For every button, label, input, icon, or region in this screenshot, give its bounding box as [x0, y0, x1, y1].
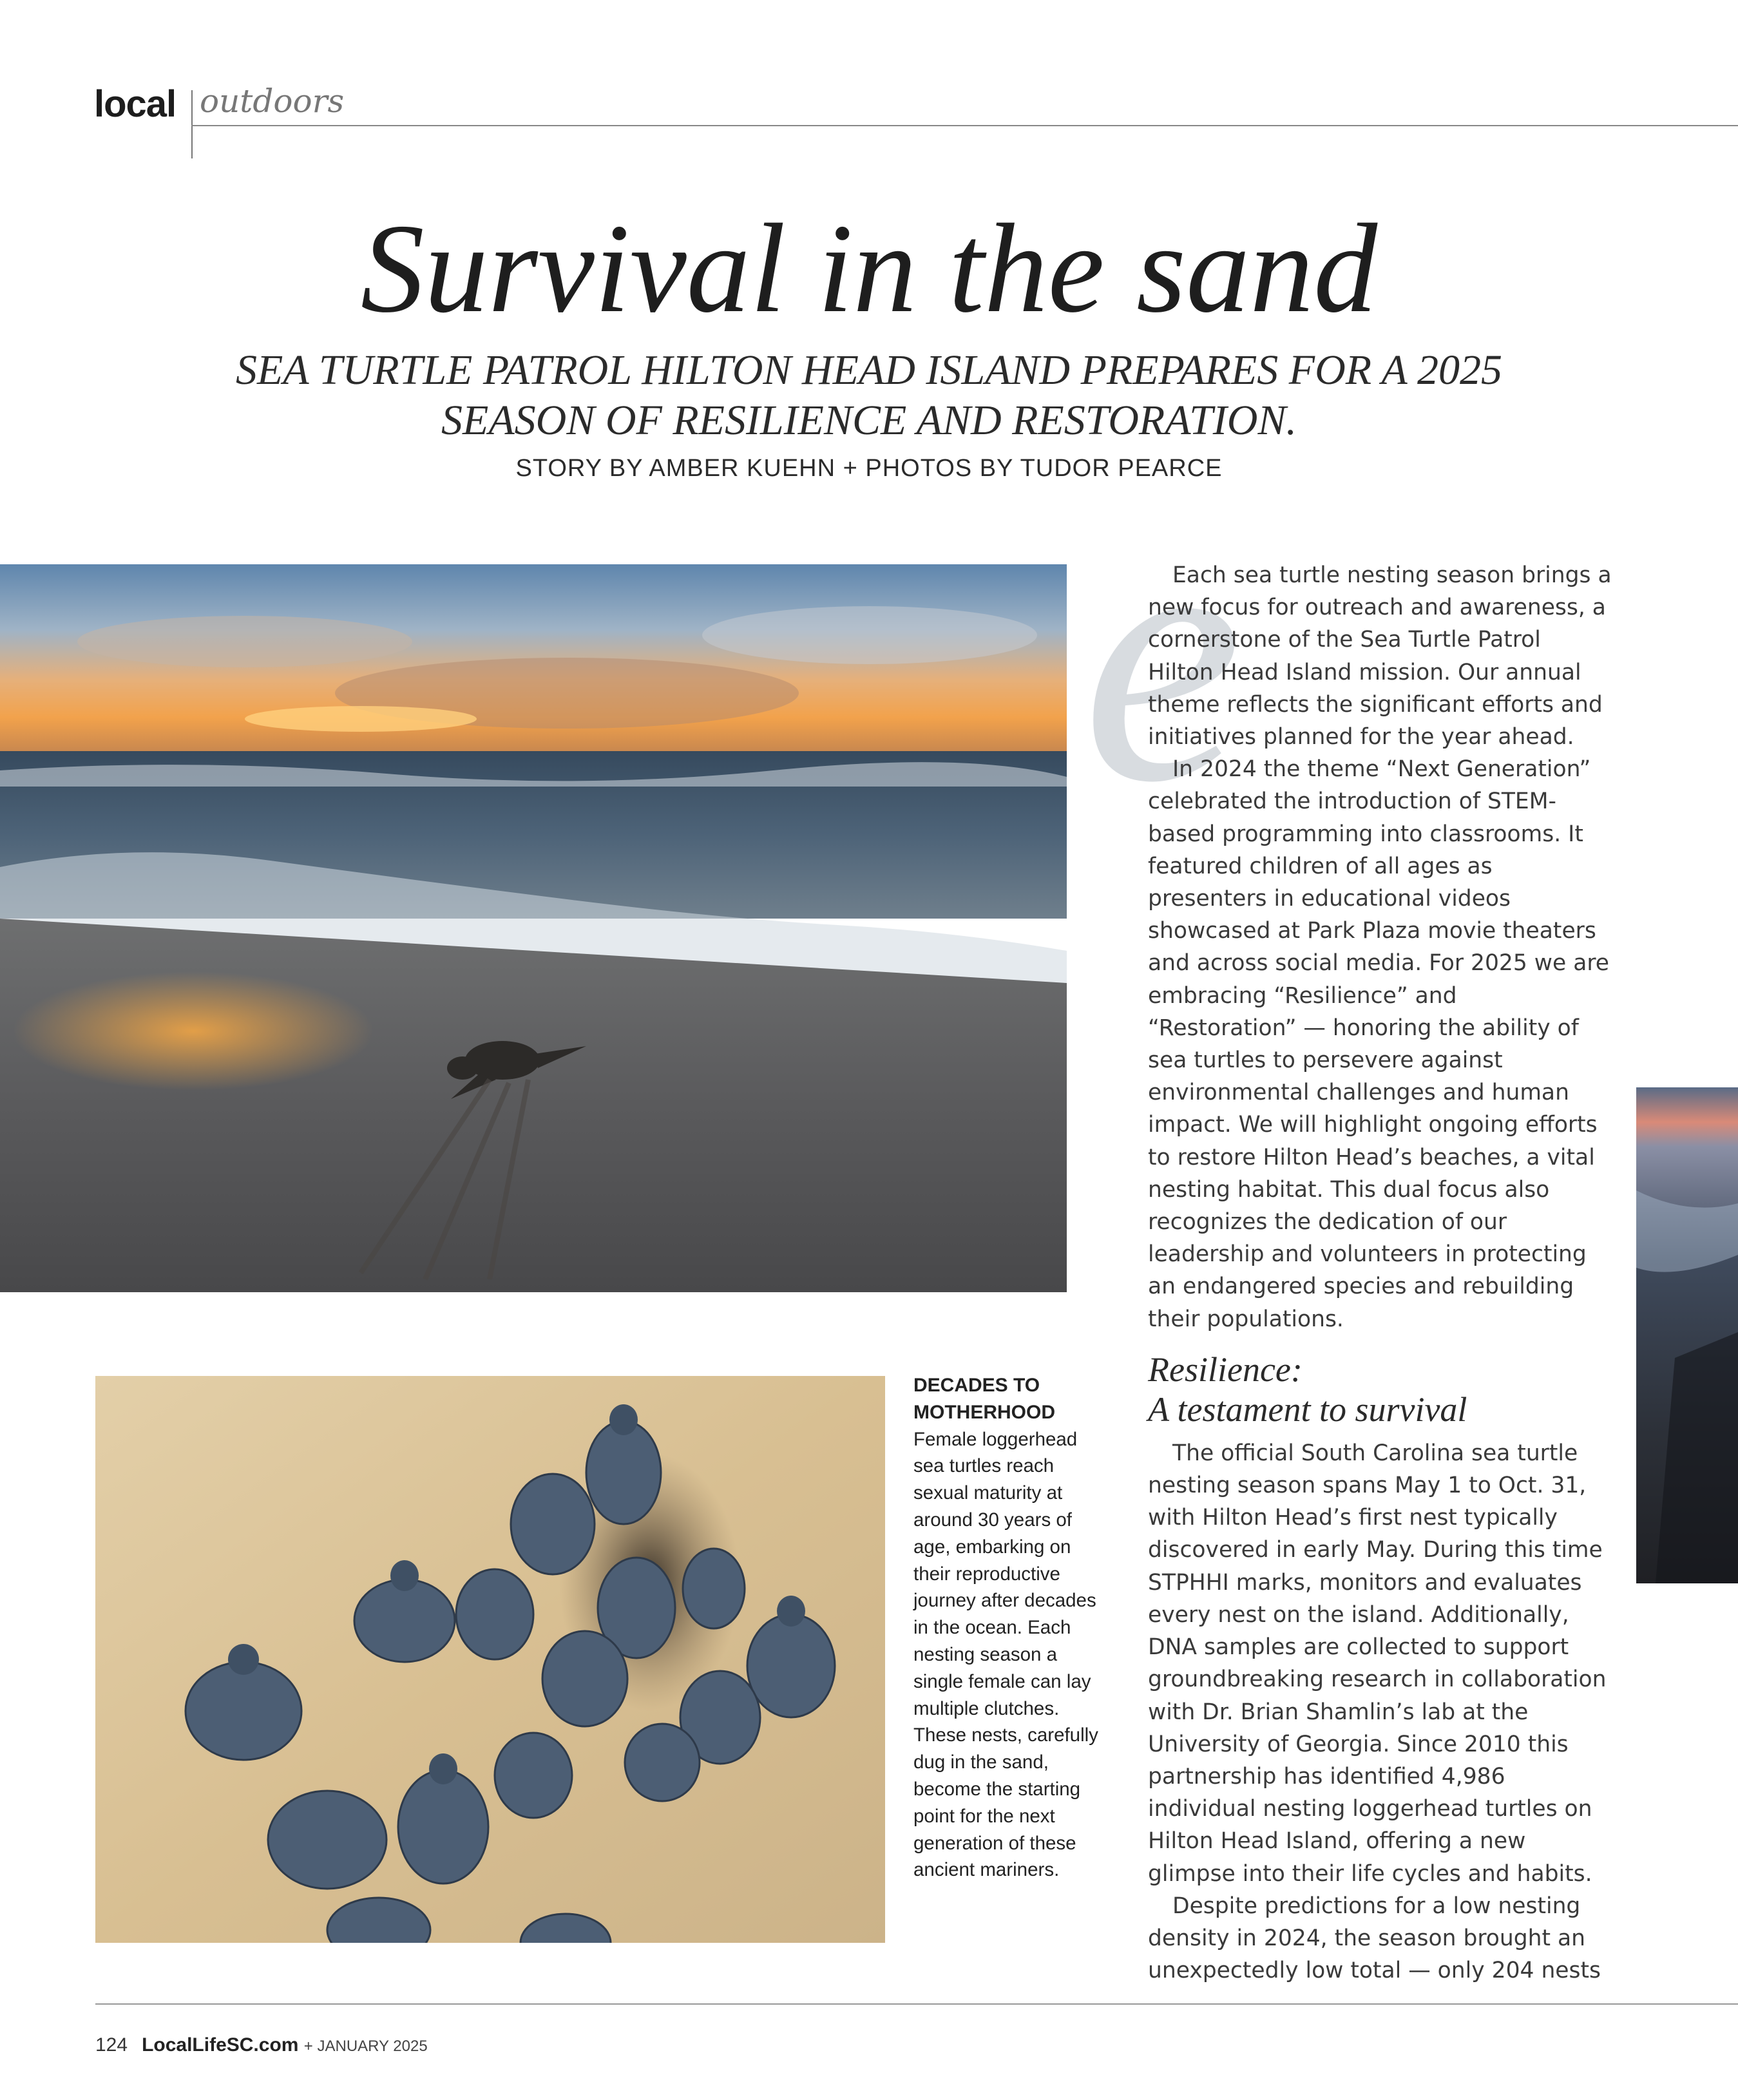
dusk-beach-photo-edge	[1636, 1087, 1738, 1583]
article-subtitle: SEA TURTLE PATROL HILTON HEAD ISLAND PREPARES FOR A 2025 SEASON OF RESILIENCE AND RESTORATION.	[235, 347, 1502, 444]
sunset-hatchling-photo	[0, 564, 1067, 1292]
footer-rule	[95, 2003, 1738, 2005]
hatchlings-nest-photo	[95, 1376, 885, 1943]
site-name: LocalLifeSC.com	[142, 2034, 299, 2056]
paragraph: In 2024 the theme “Next Generation” celebrated the introduction of STEM-based programming into classrooms. It featured children of all ages as presenters in educational videos showcased at Park Plaza movie theaters and across social media. For 2025 we are embracing “Resilience” and “Restoration” — honoring the ability of sea turtles to persevere against environmental challenges and human impact. We will highlight ongoing efforts to restore Hilton Head’s beaches, a vital nesting habitat. This dual focus also recognizes the dedication of our leadership and volunteers in protecting an endangered species and rebuilding their populations.	[1148, 756, 1609, 1332]
subhead-line: Resilience:	[1148, 1350, 1303, 1389]
paragraph: Despite predictions for a low nesting density in 2024, the season brought an unexpectedly low total — only 204 nests	[1148, 1893, 1601, 1984]
article-title: Survival in the sand	[360, 198, 1378, 339]
section-label: local	[94, 83, 177, 125]
drop-cap: e	[1082, 457, 1243, 857]
header-divider	[191, 90, 193, 158]
article-byline: STORY BY AMBER KUEHN + PHOTOS BY TUDOR PEARCE	[515, 455, 1223, 482]
paragraph: Each sea turtle nesting season brings a new focus for outreach and awareness, a cornerstone of the Sea Turtle Patrol Hilton Head Island mission. Our annual theme reflects the significant efforts and initiatives planned for the year ahead.	[1148, 562, 1612, 750]
header-rule	[191, 125, 1738, 126]
page-number: 124	[95, 2034, 128, 2056]
subhead-line: A testament to survival	[1148, 1389, 1467, 1429]
caption-text: Female loggerhead sea turtles reach sexual maturity at around 30 years of age, embarking on their reproductive journey after decades in the ocean. Each nesting season a single female can lay multiple clutches. These nests, carefully dug in the sand, become the starting point for the next generation of these ancient mariners.	[913, 1428, 1098, 1881]
page-footer	[95, 2034, 428, 2056]
paragraph: The official South Carolina sea turtle nesting season spans May 1 to Oct. 31, with Hilton Head’s first nest typically discovered in early May. During this time STPHHI marks, monitors and evaluates every nest on the island. Additionally, DNA samples are collected to support groundbreaking research in collaboration with Dr. Brian Shamlin’s lab at the University of Georgia. Since 2010 this partnership has identified 4,986 individual nesting loggerhead turtles on Hilton Head Island, offering a new glimpse into their life cycles and habits.	[1148, 1440, 1607, 1887]
article-body	[1148, 559, 1612, 1987]
issue-date: + JANUARY 2025	[303, 2038, 428, 2055]
subsection-label: outdoors	[200, 82, 345, 120]
caption-heading: DECADES TO MOTHERHOOD	[913, 1375, 1055, 1423]
photo-caption	[913, 1372, 1107, 1884]
section-subhead	[1148, 1350, 1612, 1429]
